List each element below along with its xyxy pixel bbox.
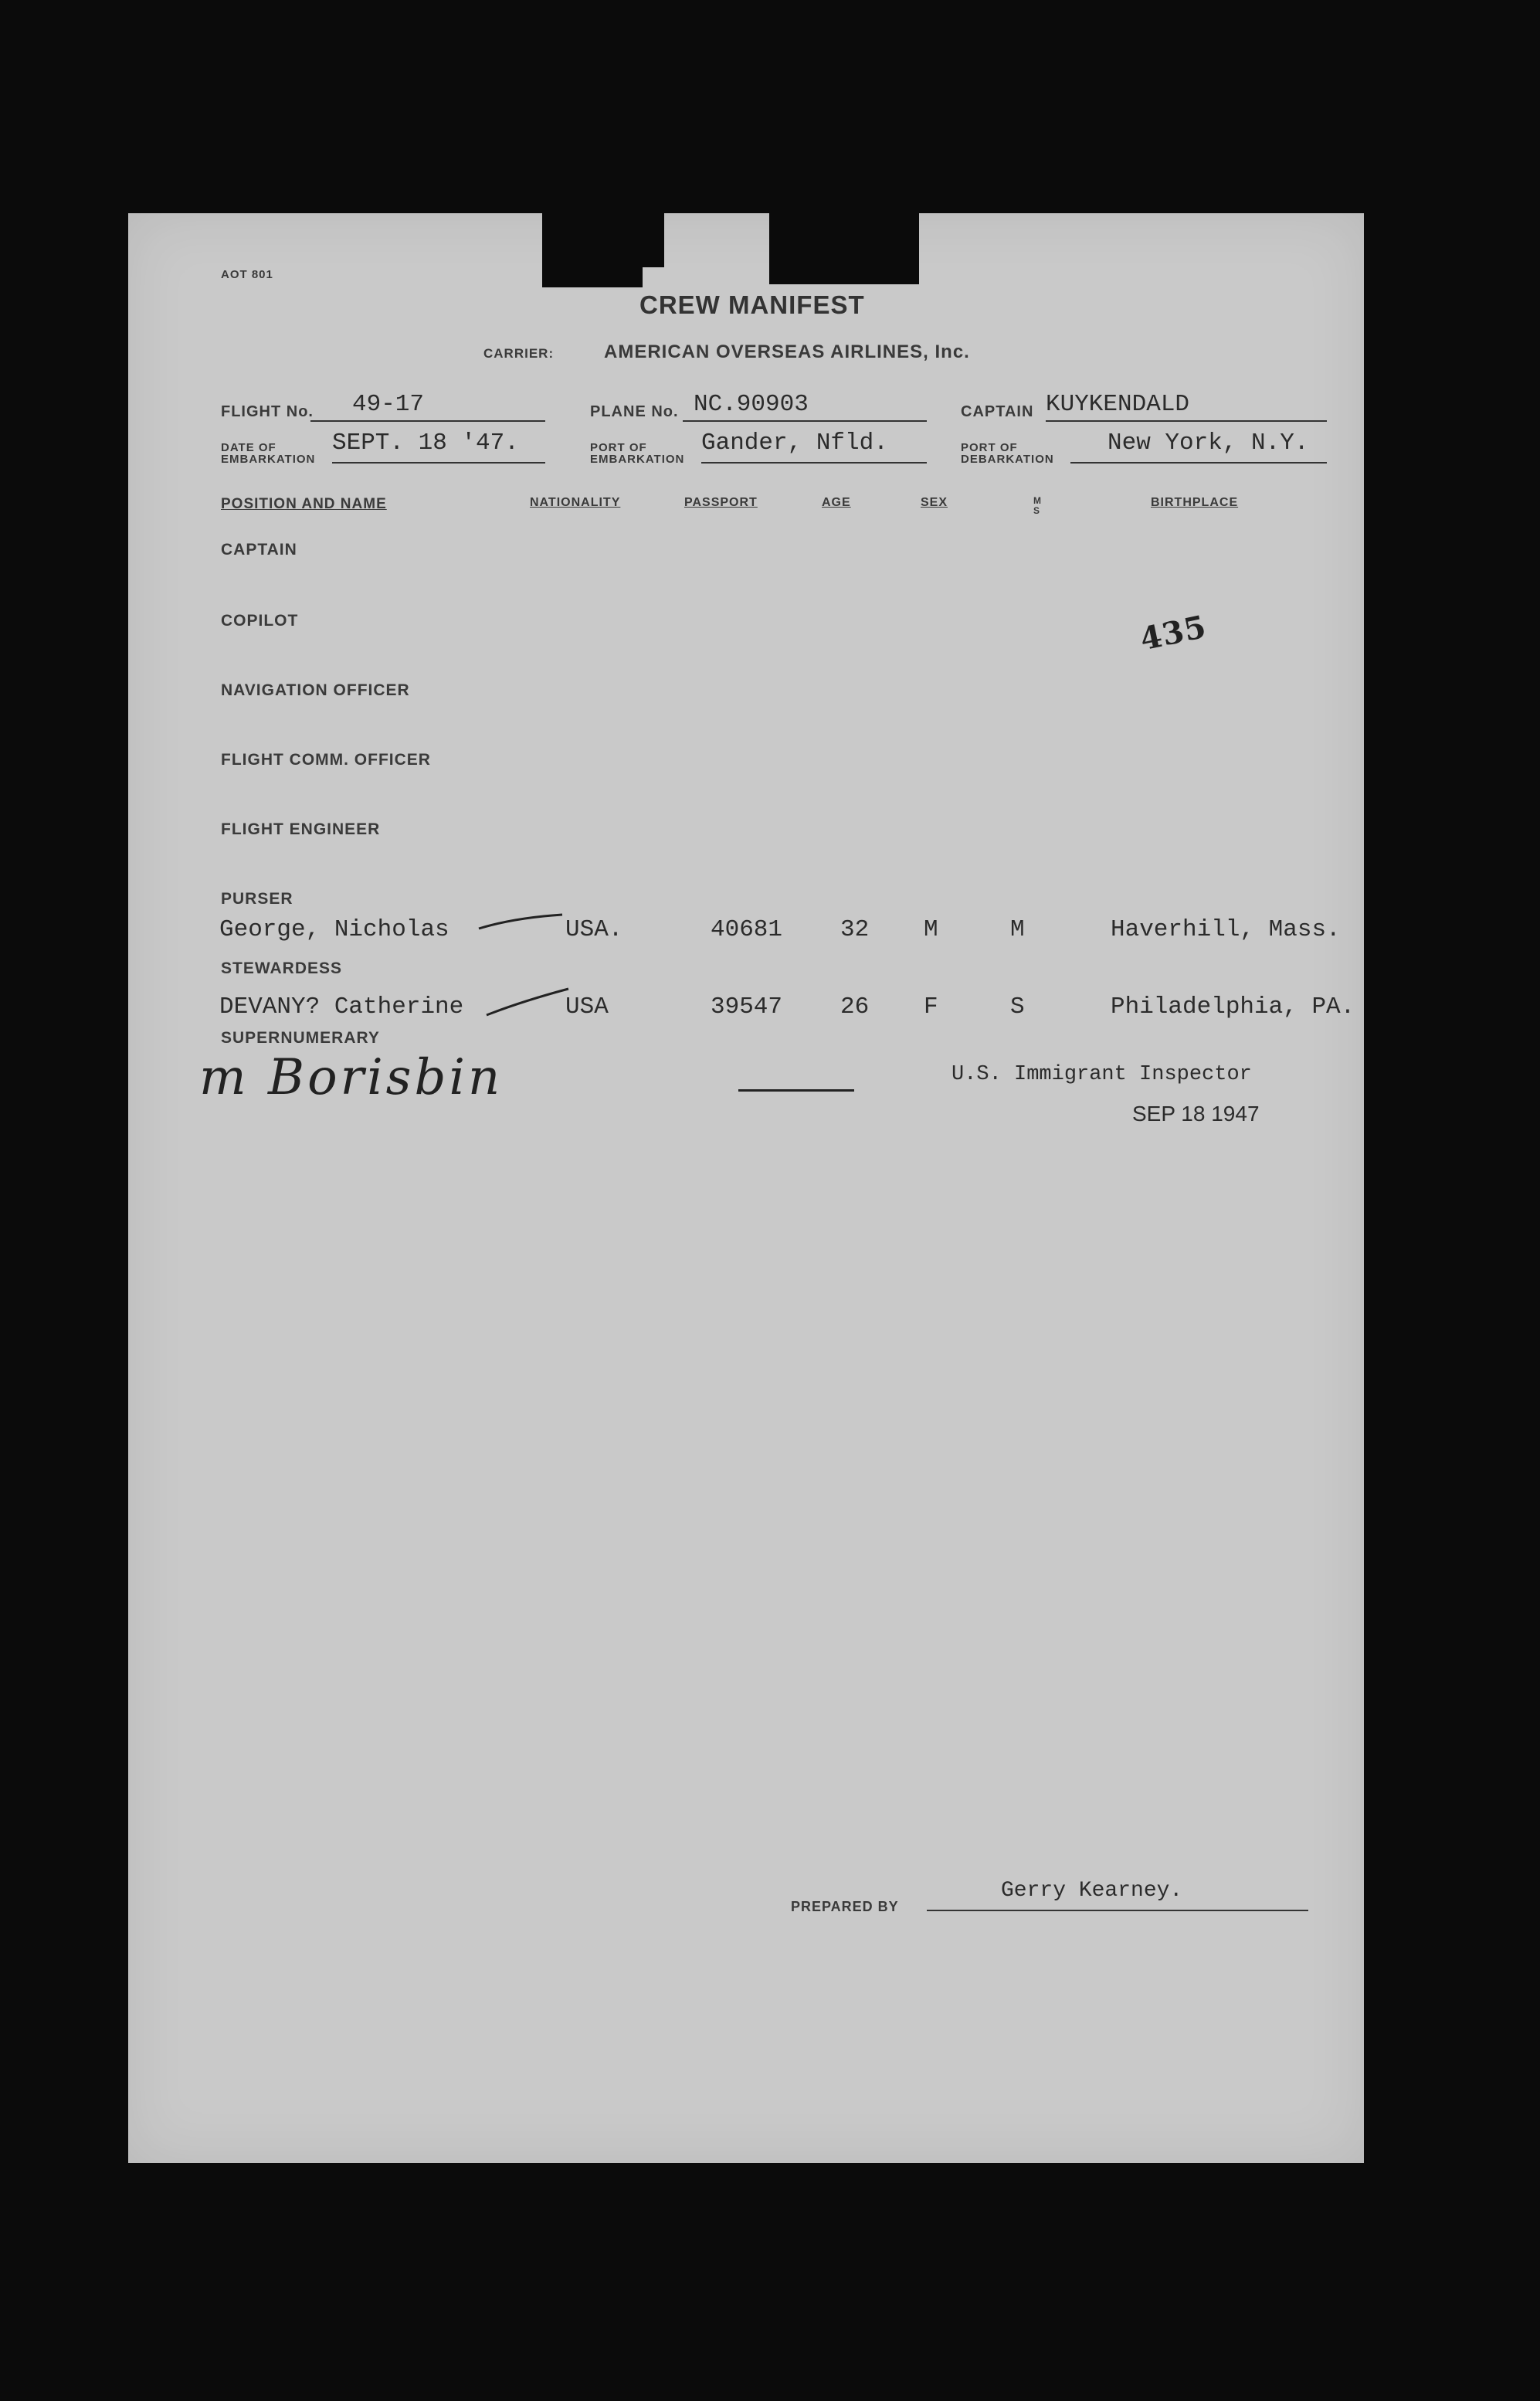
port-deb-label: PORT OF DEBARKATION [961,441,1054,466]
port-deb-line [1070,430,1327,464]
manifest-sheet [128,213,1364,2163]
captain-line [1046,391,1327,422]
role-flight-engineer: FLIGHT ENGINEER [221,820,381,838]
role-copilot: COPILOT [221,612,299,630]
role-navigation-officer: NAVIGATION OFFICER [221,681,410,699]
role-flight-comm-officer: FLIGHT COMM. OFFICER [221,751,431,769]
col-marital: M S [1033,495,1042,516]
prepared-by-line [927,1879,1308,1911]
signature-dash [738,1089,854,1092]
crew-birthplace: Philadelphia, PA. [1111,993,1355,1021]
crew-nationality: USA. [565,916,623,943]
crew-passport: 39547 [711,993,783,1021]
col-nationality: NATIONALITY [530,496,621,509]
date-value: SEPT. 18 '47. [332,430,519,457]
crew-age: 32 [840,916,870,943]
plane-no-label: PLANE No. [590,403,679,420]
date-label: DATE OF EMBARKATION [221,441,316,466]
crew-name: DEVANY? Catherine [219,993,464,1021]
inspector-title: U.S. Immigrant Inspector [951,1063,1252,1086]
inspector-signature: m Borisbin [199,1049,504,1106]
captain-label: CAPTAIN [961,403,1034,420]
page-title: CREW MANIFEST [639,290,865,319]
flight-no-value: 49-17 [352,391,425,418]
crew-marital: S [1010,993,1025,1021]
torn-edge [638,213,664,267]
form-code: AOT 801 [221,268,273,281]
prepared-by-label: PREPARED BY [791,1899,899,1914]
plane-no-value: NC.90903 [694,391,809,418]
torn-edge [769,213,919,284]
port-deb-value: New York, N.Y. [1108,430,1309,457]
role-captain: CAPTAIN [221,541,297,559]
role-supernumerary: SUPERNUMERARY [221,1029,380,1047]
col-position-name: POSITION AND NAME [221,496,387,512]
torn-edge [542,213,643,287]
col-passport: PASSPORT [684,496,758,509]
crew-name: George, Nicholas [219,916,449,943]
check-mark-icon [483,986,576,1020]
crew-age: 26 [840,993,870,1021]
crew-nationality: USA [565,993,609,1021]
flight-no-label: FLIGHT No. [221,403,314,420]
col-age: AGE [822,496,851,509]
role-stewardess: STEWARDESS [221,959,343,977]
crew-sex: M [924,916,938,943]
inspector-date: SEP 18 1947 [1132,1102,1260,1126]
crew-sex: F [924,993,938,1021]
col-sex: SEX [921,496,948,509]
carrier-label: CARRIER: [483,346,555,361]
crew-passport: 40681 [711,916,783,943]
crew-birthplace: Haverhill, Mass. [1111,916,1341,943]
port-emb-label: PORT OF EMBARKATION [590,441,685,466]
port-emb-value: Gander, Nfld. [701,430,888,457]
port-emb-line [701,430,927,464]
carrier-name: AMERICAN OVERSEAS AIRLINES, Inc. [604,341,970,362]
crew-marital: M [1010,916,1025,943]
check-mark-icon [476,910,568,933]
plane-no-line [683,391,927,422]
col-birthplace: BIRTHPLACE [1151,496,1239,509]
role-purser: PURSER [221,890,293,908]
stamp-number: 435 [1137,608,1210,658]
flight-no-line [310,391,545,422]
prepared-by-value: Gerry Kearney. [1001,1879,1183,1903]
date-line [332,430,545,464]
captain-value: KUYKENDALD [1046,391,1190,418]
